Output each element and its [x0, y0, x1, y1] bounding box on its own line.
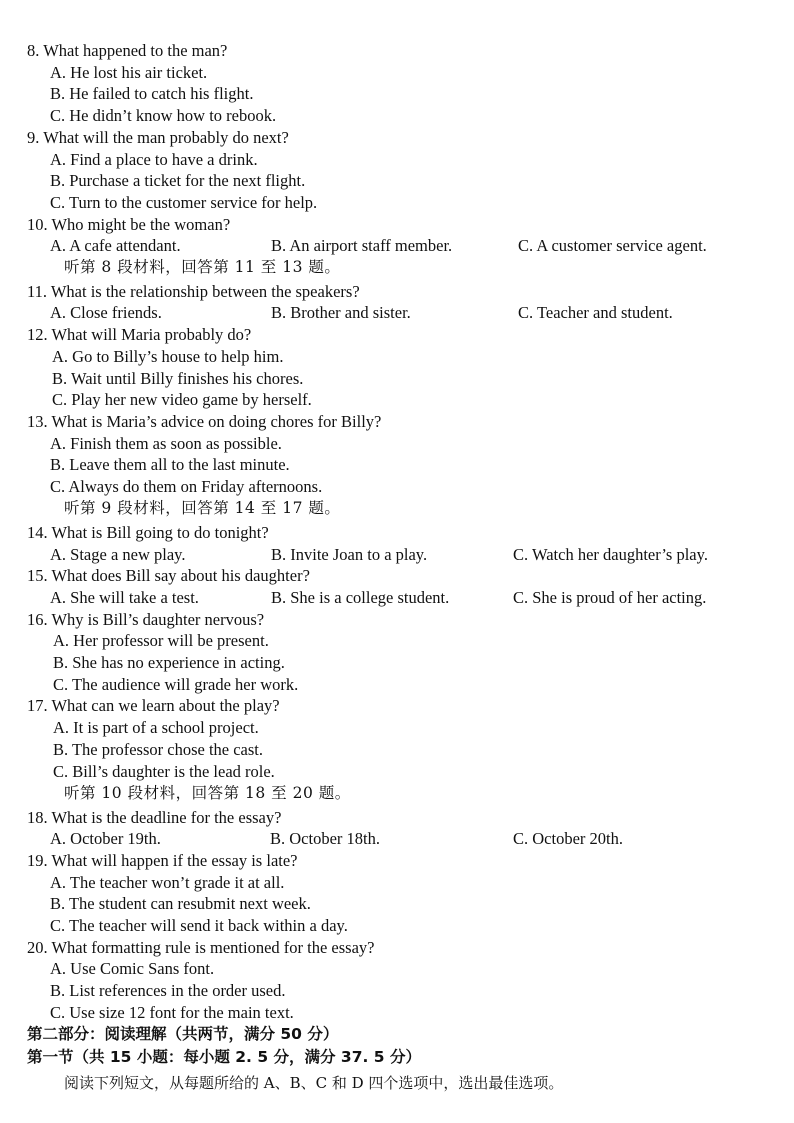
question-15-option-a: A. She will take a test.	[50, 587, 199, 607]
question-15-stem: 15. What does Bill say about his daughter?	[27, 566, 310, 586]
question-10-stem: 10. Who might be the woman?	[27, 214, 231, 234]
question-19-option-c: C. The teacher will send it back within a day.	[50, 916, 348, 935]
question-9-stem: 9. What will the man probably do next?	[27, 127, 289, 147]
question-16-stem: 16. Why is Bill’s daughter nervous?	[27, 609, 265, 629]
question-13-option-a: A. Finish them as soon as possible.	[50, 433, 282, 453]
question-11-option-a: A. Close friends.	[50, 303, 162, 323]
question-16-option-b: B. She has no experience in acting.	[53, 653, 285, 672]
question-9-option-c: C. Turn to the customer service for help.	[50, 192, 318, 212]
question-13-stem: 13. What is Maria’s advice on doing chores for Billy?	[27, 411, 382, 431]
question-14-option-b: B. Invite Joan to a play.	[271, 544, 428, 564]
listening-instruction-10: 听第 10 段材料，回答第 18 至 20 题。	[64, 784, 351, 802]
question-14-option-c: C. Watch her daughter’s play.	[513, 544, 708, 564]
question-8-option-c: C. He didn’t know how to rebook.	[50, 106, 277, 126]
question-9-option-b: B. Purchase a ticket for the next flight.	[50, 171, 306, 191]
question-13-option-c: C. Always do them on Friday afternoons.	[50, 477, 323, 496]
question-14-stem: 14. What is Bill going to do tonight?	[27, 522, 269, 542]
section-1-title: 第一节（共 15 小题：每小题 2. 5 分，满分 37. 5 分）	[27, 1048, 421, 1066]
question-10-option-c: C. A customer service agent.	[518, 236, 707, 256]
question-8-option-b: B. He failed to catch his flight.	[50, 84, 254, 104]
question-18-option-a: A. October 19th.	[50, 829, 161, 849]
question-20-option-a: A. Use Comic Sans font.	[50, 959, 215, 979]
question-19-stem: 19. What will happen if the essay is late?	[27, 850, 298, 870]
question-18-stem: 18. What is the deadline for the essay?	[27, 807, 282, 827]
question-18-option-c: C. October 20th.	[513, 829, 623, 849]
question-15-option-c: C. She is proud of her acting.	[513, 587, 707, 607]
question-11-option-c: C. Teacher and student.	[518, 303, 673, 323]
question-19-option-b: B. The student can resubmit next week.	[50, 894, 311, 914]
question-12-option-a: A. Go to Billy’s house to help him.	[52, 346, 284, 366]
part-2-title: 第二部分：阅读理解（共两节，满分 50 分）	[27, 1025, 339, 1043]
question-9-option-a: A. Find a place to have a drink.	[50, 149, 258, 169]
question-12-option-b: B. Wait until Billy finishes his chores.	[52, 368, 304, 388]
question-17-option-a: A. It is part of a school project.	[53, 718, 259, 738]
question-10-option-a: A. A cafe attendant.	[50, 236, 181, 256]
question-15-option-b: B. She is a college student.	[271, 587, 450, 607]
question-16-option-c: C. The audience will grade her work.	[53, 674, 299, 694]
question-20-option-c: C. Use size 12 font for the main text.	[50, 1002, 294, 1022]
question-18-option-b: B. October 18th.	[270, 829, 380, 849]
question-12-stem: 12. What will Maria probably do?	[27, 325, 252, 345]
question-20-option-b: B. List references in the order used.	[50, 981, 286, 1001]
question-11-stem: 11. What is the relationship between the speakers?	[27, 281, 360, 301]
reading-directions: 阅读下列短文，从每题所给的 A、B、C 和 D 四个选项中，选出最佳选项。	[64, 1074, 564, 1092]
question-11-option-b: B. Brother and sister.	[271, 303, 411, 323]
question-17-option-c: C. Bill’s daughter is the lead role.	[53, 761, 275, 781]
question-17-stem: 17. What can we learn about the play?	[27, 696, 280, 716]
question-8-stem: 8. What happened to the man?	[27, 41, 228, 60]
question-8-option-a: A. He lost his air ticket.	[50, 62, 208, 82]
question-13-option-b: B. Leave them all to the last minute.	[50, 455, 290, 475]
question-10-option-b: B. An airport staff member.	[271, 236, 453, 256]
question-16-option-a: A. Her professor will be present.	[53, 631, 269, 651]
question-19-option-a: A. The teacher won’t grade it at all.	[50, 872, 285, 892]
listening-instruction-8: 听第 8 段材料，回答第 11 至 13 题。	[64, 258, 341, 276]
question-14-option-a: A. Stage a new play.	[50, 544, 186, 564]
listening-instruction-9: 听第 9 段材料，回答第 14 至 17 题。	[64, 499, 341, 517]
question-17-option-b: B. The professor chose the cast.	[53, 739, 264, 759]
question-12-option-c: C. Play her new video game by herself.	[52, 390, 312, 410]
question-20-stem: 20. What formatting rule is mentioned for the essay?	[27, 937, 375, 957]
